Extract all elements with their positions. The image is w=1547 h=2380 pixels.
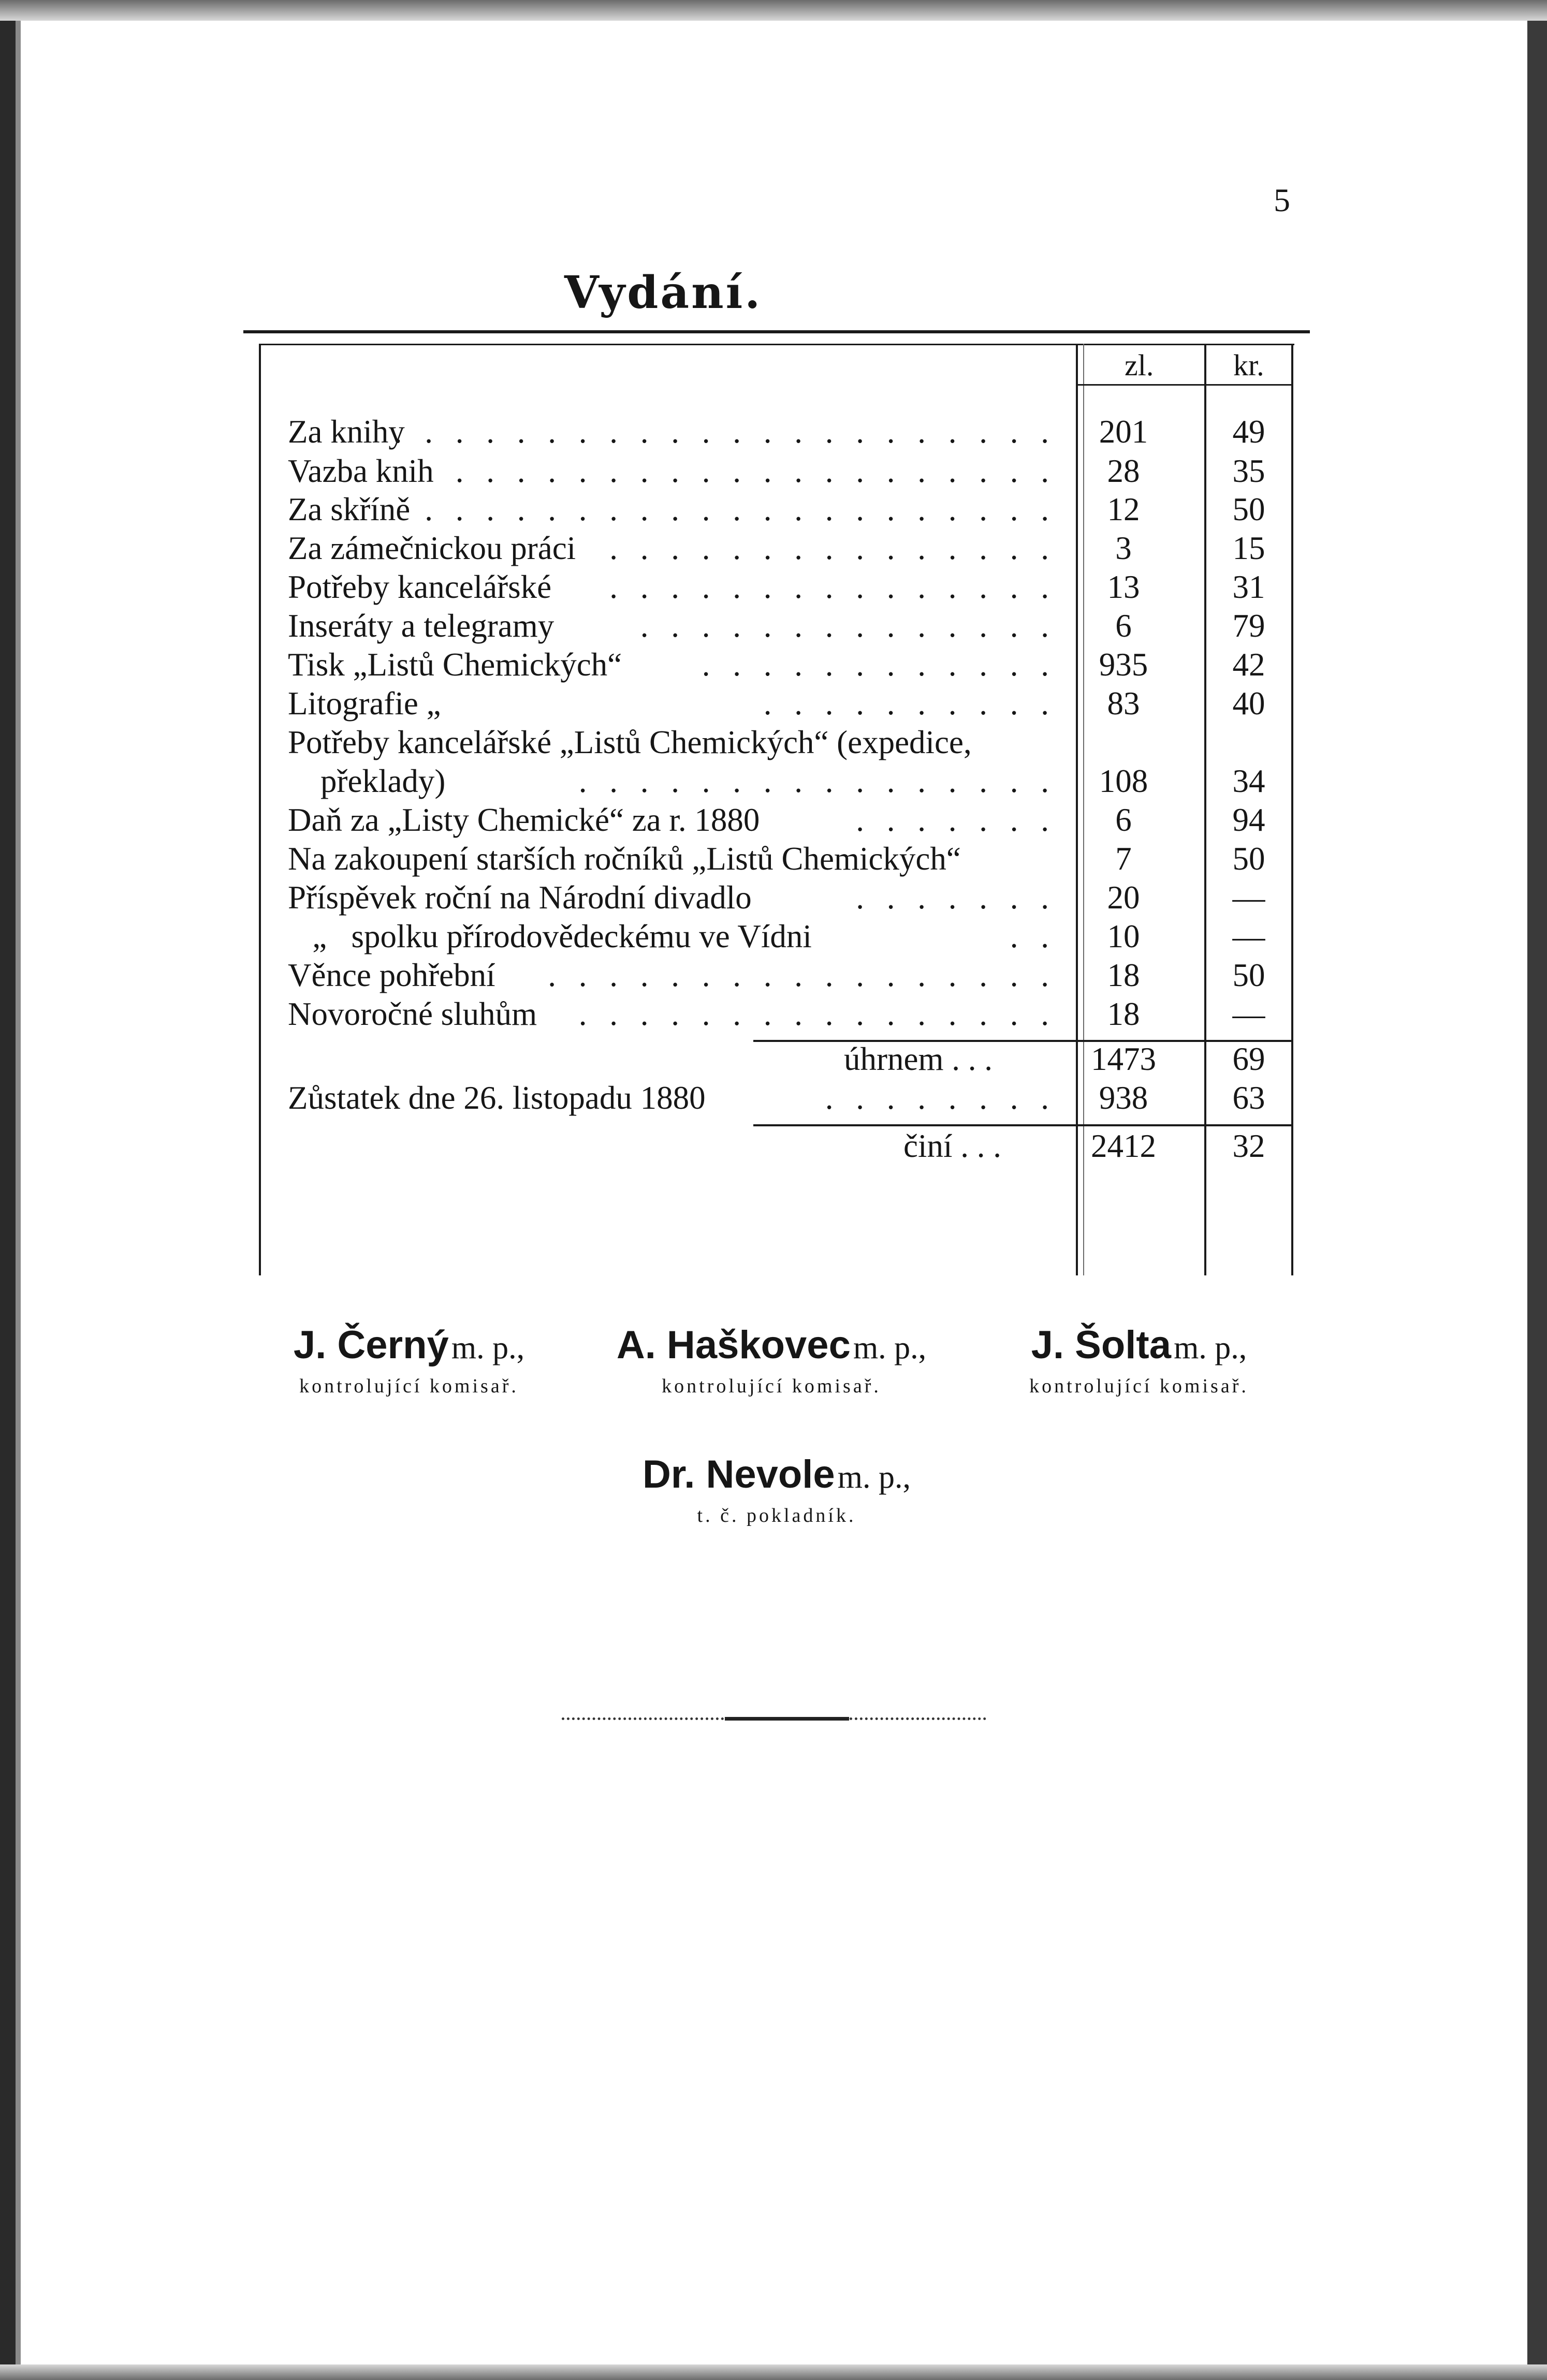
- table-row: [288, 490, 1056, 529]
- leader-dots: . . . . . . . . . . . . . . . . .: [548, 957, 1056, 993]
- cell-zl: 201: [1099, 414, 1148, 450]
- cell-zl: 10: [1107, 918, 1140, 954]
- column-header-rule: [1078, 384, 1293, 386]
- closing-rule-center: [725, 1717, 849, 1721]
- leader-dots: . . . . . . . . . . . .: [702, 647, 1056, 683]
- table-row: [288, 956, 1056, 995]
- row-desc: Vazba knih: [288, 453, 434, 489]
- table-row: [288, 878, 1056, 917]
- signature-cerny: [259, 1323, 559, 1398]
- cell-kr: —: [1232, 879, 1265, 916]
- table-row: [288, 451, 1056, 491]
- subtotal-label: úhrnem . . .: [844, 1041, 993, 1077]
- table-left-border: [259, 344, 261, 1275]
- cell-kr: 35: [1232, 453, 1265, 489]
- table-row: [288, 528, 1056, 568]
- total-label: činí . . .: [903, 1128, 1001, 1164]
- column-header-zl: zl.: [1125, 348, 1154, 382]
- page-title: Vydání.: [564, 267, 763, 319]
- scan-edge-top: [0, 0, 1547, 21]
- table-row: [288, 412, 1056, 451]
- cell-kr: —: [1232, 996, 1265, 1032]
- total-kr: 32: [1232, 1128, 1265, 1164]
- cell-zl: 20: [1107, 879, 1140, 916]
- table-row: [288, 645, 1056, 684]
- row-desc: Na zakoupení starších ročníků „Listů Chemických“: [288, 841, 961, 877]
- row-desc: „ spolku přírodovědeckému ve Vídni: [288, 918, 812, 954]
- row-desc: Za zámečnickou práci: [288, 530, 576, 566]
- balance-zl: 938: [1099, 1080, 1148, 1116]
- cell-zl: 7: [1115, 841, 1132, 877]
- cell-zl: 18: [1107, 957, 1140, 993]
- row-desc: Tisk „Listů Chemických“: [288, 647, 622, 683]
- scan-edge-left-shadow: [16, 0, 21, 2380]
- leader-dots: . .: [1010, 918, 1056, 954]
- row-desc: Za skříně: [288, 491, 411, 527]
- cell-kr: 79: [1232, 608, 1265, 644]
- cell-kr: 94: [1232, 802, 1265, 838]
- cell-kr: 40: [1232, 685, 1265, 722]
- signatory-suffix: m. p.,: [853, 1330, 927, 1365]
- cell-kr: 15: [1232, 530, 1265, 566]
- table-row: [288, 606, 1056, 645]
- row-desc: překlady): [288, 763, 446, 799]
- scan-edge-left: [0, 0, 16, 2380]
- cell-zl: 12: [1107, 491, 1140, 527]
- row-desc: Za knihy: [288, 414, 405, 450]
- row-desc: Litografie „: [288, 685, 441, 722]
- signatory-role: t. č. pokladník.: [697, 1505, 856, 1526]
- leader-dots: . . . . . . . . . . . . . . .: [609, 530, 1056, 566]
- leader-dots: . . . . . . . . . . . . . . . .: [578, 763, 1056, 799]
- signature-nevole: [621, 1452, 932, 1527]
- cell-zl: 935: [1099, 647, 1148, 683]
- signatory-role: kontrolující komisař.: [1029, 1375, 1249, 1397]
- balance-row: [288, 1078, 1056, 1118]
- signature-haskovec: [606, 1323, 937, 1398]
- cell-zl: 18: [1107, 996, 1140, 1032]
- cell-kr: 50: [1232, 957, 1265, 993]
- signatory-suffix: m. p.,: [837, 1460, 911, 1495]
- signatory-name: A. Haškovec: [616, 1323, 851, 1367]
- table-divider-zl-kr: [1204, 344, 1206, 1275]
- row-desc: Novoročné sluhům: [288, 996, 537, 1032]
- balance-kr: 63: [1232, 1080, 1265, 1116]
- row-desc: Inseráty a telegramy: [288, 608, 554, 644]
- leader-dots: . . . . . . . . . . . . . .: [640, 608, 1056, 644]
- cell-kr: 31: [1232, 569, 1265, 605]
- table-divider-desc-zl-inner: [1083, 344, 1084, 1275]
- balance-desc: Zůstatek dne 26. listopadu 1880: [288, 1080, 706, 1116]
- cell-kr: 50: [1232, 491, 1265, 527]
- cell-zl: 108: [1099, 763, 1148, 799]
- page-number: 5: [1274, 182, 1290, 218]
- table-row: [288, 684, 1056, 723]
- signatory-suffix: m. p.,: [451, 1330, 525, 1365]
- subtotal-zl: 1473: [1091, 1041, 1156, 1077]
- table-row: [288, 917, 1056, 956]
- cell-kr: —: [1232, 918, 1265, 954]
- table-row: [288, 994, 1056, 1034]
- row-desc: Věnce pohřební: [288, 957, 495, 993]
- column-header-kr: kr.: [1233, 348, 1264, 382]
- table-row: [288, 839, 1056, 878]
- leader-dots: . . . . . . . . . . . . . . . . . . . . . .: [393, 414, 1056, 450]
- leader-dots: . . . . . . . . . . . . . . . .: [578, 996, 1056, 1032]
- table-divider-desc-zl: [1076, 344, 1078, 1275]
- leader-dots: . . . . . . . . . . . . . . . . . . . . .: [425, 491, 1056, 527]
- cell-kr: 49: [1232, 414, 1265, 450]
- scan-edge-bottom: [0, 2364, 1547, 2380]
- row-desc: Daň za „Listy Chemické“ za r. 1880: [288, 802, 760, 838]
- leader-dots: . . . . . . . . . . . . . . . . . . . .: [455, 453, 1056, 489]
- cell-zl: 13: [1107, 569, 1140, 605]
- table-right-border: [1291, 344, 1293, 1275]
- cell-kr: 34: [1232, 763, 1265, 799]
- cell-zl: 6: [1115, 802, 1132, 838]
- signature-solta: [999, 1323, 1279, 1398]
- signatory-role: kontrolující komisař.: [299, 1375, 519, 1397]
- row-desc: Potřeby kancelářské „Listů Chemických“ (expedice,: [288, 724, 972, 760]
- row-desc: Příspěvek roční na Národní divadlo: [288, 879, 752, 916]
- cell-zl: 28: [1107, 453, 1140, 489]
- table-top-rule-thin: [259, 344, 1294, 345]
- cell-zl: 6: [1115, 608, 1132, 644]
- leader-dots: . . . . . . . . . .: [763, 685, 1056, 722]
- signatory-name: J. Šolta: [1031, 1323, 1171, 1367]
- table-row: [288, 567, 1056, 607]
- leader-dots: . . . . . . .: [856, 802, 1056, 838]
- leader-dots: . . . . . . . . . . . . . . .: [609, 569, 1056, 605]
- signatory-role: kontrolující komisař.: [662, 1375, 881, 1397]
- table-top-rule: [243, 330, 1310, 333]
- table-row: [288, 761, 1056, 801]
- signatory-name: J. Černý: [293, 1323, 449, 1367]
- signatory-name: Dr. Nevole: [642, 1452, 835, 1496]
- cell-kr: 50: [1232, 841, 1265, 877]
- total-zl: 2412: [1091, 1128, 1156, 1164]
- subtotal-kr: 69: [1232, 1041, 1265, 1077]
- signatory-suffix: m. p.,: [1174, 1330, 1247, 1365]
- cell-kr: 42: [1232, 647, 1265, 683]
- leader-dots: . . . . . . .: [856, 879, 1056, 916]
- cell-zl: 3: [1115, 530, 1132, 566]
- row-desc: Potřeby kancelářské: [288, 569, 552, 605]
- table-row: [288, 723, 1056, 762]
- leader-dots: . . . . . . . .: [825, 1080, 1056, 1116]
- cell-zl: 83: [1107, 685, 1140, 722]
- scan-edge-right: [1527, 0, 1547, 2380]
- table-row: [288, 800, 1056, 840]
